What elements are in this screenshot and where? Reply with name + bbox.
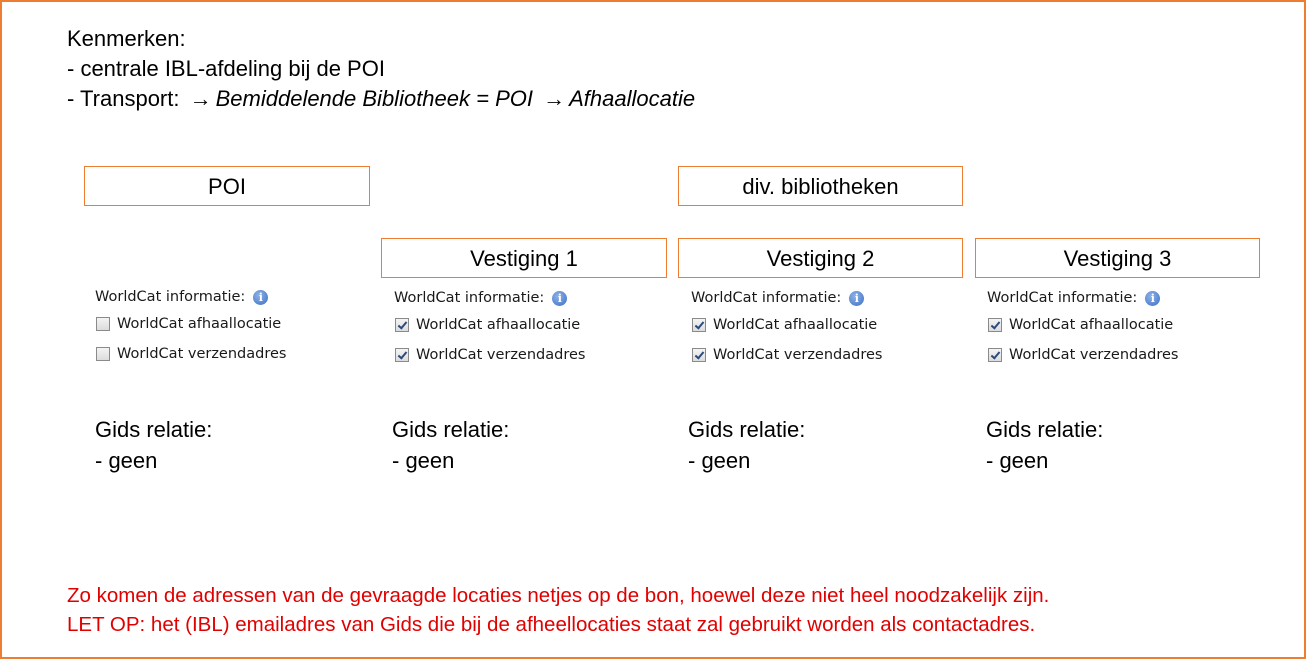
info-icon[interactable]: i bbox=[1145, 291, 1160, 306]
worldcat-panel-vestiging-3 bbox=[987, 286, 1178, 370]
arrow-right-icon: → bbox=[189, 86, 212, 111]
arrow-right-icon: → bbox=[543, 86, 566, 111]
verzendadres-checkbox[interactable] bbox=[96, 347, 110, 361]
transport-label: - Transport: bbox=[67, 86, 180, 111]
worldcat-panel-vestiging-2 bbox=[691, 286, 882, 370]
gids-relatie-vestiging-1 bbox=[392, 414, 509, 476]
transport-step-1: Bemiddelende Bibliotheek = POI bbox=[215, 86, 533, 111]
intro-line-2 bbox=[67, 84, 695, 114]
worldcat-label: WorldCat informatie: bbox=[691, 290, 842, 306]
gids-relatie-poi bbox=[95, 414, 212, 476]
afhaallocatie-checkbox[interactable] bbox=[395, 318, 409, 332]
gids-value: - geen bbox=[392, 448, 455, 473]
verzendadres-label: WorldCat verzendadres bbox=[1009, 347, 1179, 363]
afhaallocatie-label: WorldCat afhaallocatie bbox=[416, 317, 581, 333]
afhaallocatie-checkbox[interactable] bbox=[988, 318, 1002, 332]
vestiging-2-box: Vestiging 2 bbox=[678, 238, 963, 278]
afhaallocatie-checkbox[interactable] bbox=[96, 317, 110, 331]
info-icon[interactable]: i bbox=[253, 290, 268, 305]
intro-line-1: - centrale IBL-afdeling bij de POI bbox=[67, 56, 385, 81]
warning-note bbox=[67, 581, 1049, 639]
afhaallocatie-checkbox[interactable] bbox=[692, 318, 706, 332]
verzendadres-checkbox[interactable] bbox=[692, 348, 706, 362]
intro-heading: Kenmerken: bbox=[67, 26, 186, 51]
worldcat-label: WorldCat informatie: bbox=[987, 290, 1138, 306]
transport-step-2: Afhaallocatie bbox=[569, 86, 696, 111]
verzendadres-label: WorldCat verzendadres bbox=[416, 347, 586, 363]
gids-label: Gids relatie: bbox=[392, 417, 510, 442]
verzendadres-label: WorldCat verzendadres bbox=[117, 346, 287, 362]
verzendadres-checkbox[interactable] bbox=[988, 348, 1002, 362]
intro-text bbox=[67, 24, 695, 114]
worldcat-label: WorldCat informatie: bbox=[394, 290, 545, 306]
gids-value: - geen bbox=[986, 448, 1049, 473]
verzendadres-label: WorldCat verzendadres bbox=[713, 347, 883, 363]
worldcat-label: WorldCat informatie: bbox=[95, 289, 246, 305]
vestiging-3-box: Vestiging 3 bbox=[975, 238, 1260, 278]
gids-label: Gids relatie: bbox=[688, 417, 806, 442]
afhaallocatie-label: WorldCat afhaallocatie bbox=[713, 317, 878, 333]
worldcat-panel-vestiging-1 bbox=[394, 286, 585, 370]
worldcat-panel-poi bbox=[95, 285, 286, 369]
afhaallocatie-label: WorldCat afhaallocatie bbox=[117, 316, 282, 332]
info-icon[interactable]: i bbox=[849, 291, 864, 306]
vestiging-1-box: Vestiging 1 bbox=[381, 238, 667, 278]
gids-value: - geen bbox=[688, 448, 751, 473]
note-line-1: Zo komen de adressen van de gevraagde locaties netjes op de bon, hoewel deze niet heel noodzakelijk zijn. bbox=[67, 584, 1050, 607]
verzendadres-checkbox[interactable] bbox=[395, 348, 409, 362]
gids-relatie-vestiging-3 bbox=[986, 414, 1103, 476]
poi-box: POI bbox=[84, 166, 370, 206]
note-line-2: LET OP: het (IBL) emailadres van Gids die bij de afheellocaties staat zal gebruikt worden als contactadres. bbox=[67, 613, 1036, 636]
gids-label: Gids relatie: bbox=[986, 417, 1104, 442]
gids-label: Gids relatie: bbox=[95, 417, 213, 442]
gids-relatie-vestiging-2 bbox=[688, 414, 805, 476]
info-icon[interactable]: i bbox=[552, 291, 567, 306]
div-bibliotheken-box: div. bibliotheken bbox=[678, 166, 963, 206]
afhaallocatie-label: WorldCat afhaallocatie bbox=[1009, 317, 1174, 333]
gids-value: - geen bbox=[95, 448, 158, 473]
